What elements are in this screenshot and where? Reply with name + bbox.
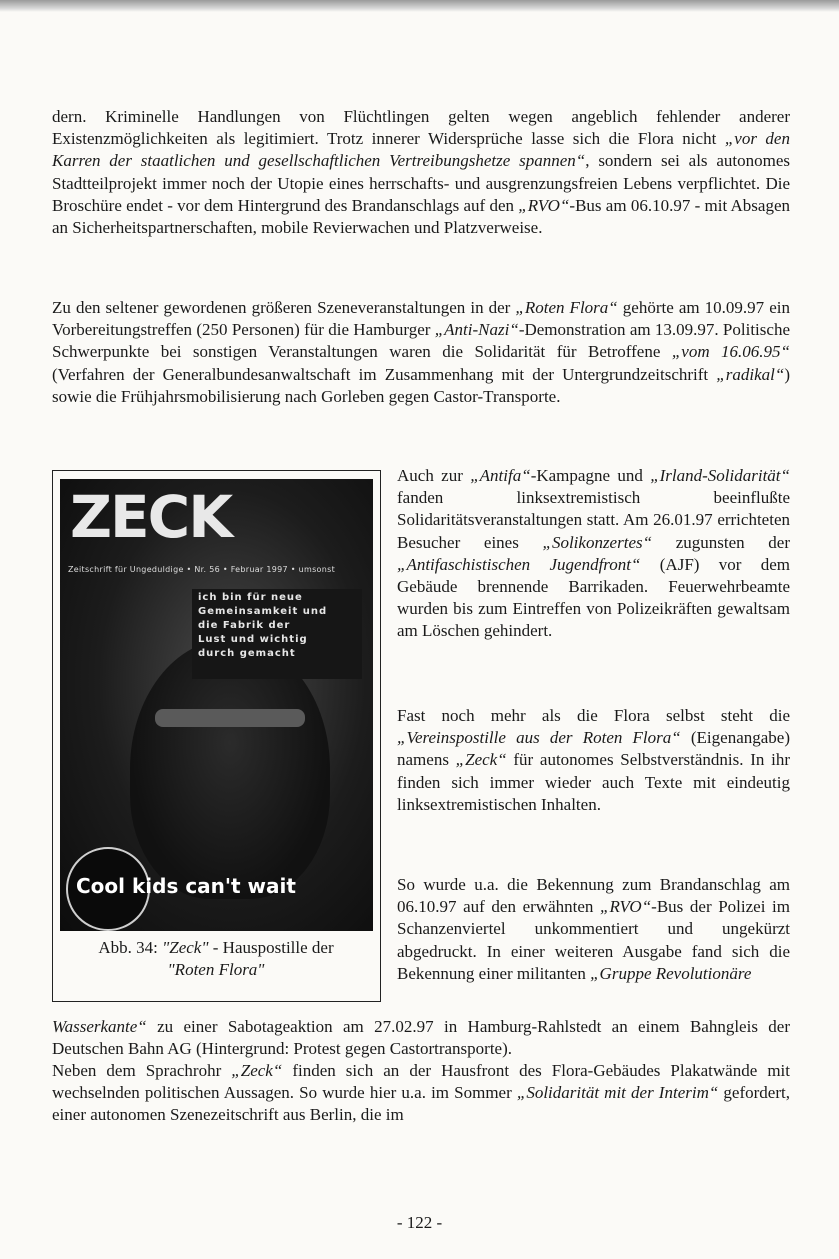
cover-headline-box (192, 589, 362, 679)
headline-line: Gemeinsamkeit und (198, 606, 328, 617)
cool-kids-slogan: Cool kids can't wait (76, 874, 296, 898)
page-number: - 122 - (396, 1213, 443, 1232)
mask-eye-slit (155, 709, 305, 727)
paragraph-2: Zu den seltener gewordenen größeren Szeneveranstaltungen in der „Roten Flora“ gehörte am 10.09.97 ein Vorbereitungstreffen (250 Personen) für die Hamburger „Anti-Nazi“-Demonstration am 13.09.97. Politische Schwerpunkte bei sonstigen Veranstaltungen waren die Solidarität für Betroffene „vom 16.06.95“ (Verfahren der Generalbundesanwaltschaft im Zusammenhang mit der Untergrundzeitschrift „radikal“) sowie die Frühjahrsmobilisierung nach Gorleben gegen Castor-Transporte. (52, 298, 790, 406)
paragraph-1: dern. Kriminelle Handlungen von Flüchtlingen gelten wegen angeblich fehlender anderer Existenzmöglichkeiten als legitimiert. Trotz innerer Widersprüche lasse sich die Flora nicht „vor den Karren der staatlichen und gesellschaftlichen Vertreibungshetze spannen“, sondern sei als autonomes Stadtteilprojekt immer noch der Utopie eines herrschafts- und ausgrenzungsfreien Lebens verpflichtet. Die Broschüre endet - vor dem Hintergrund des Brandanschlags auf den „RVO“-Bus am 06.10.97 - mit Absagen an Sicherheitspartnerschaften, mobile Revierwachen und Platzverweise. (52, 107, 791, 238)
paragraph-5-continued: Wasserkante“ zu einer Sabotageaktion am 27.02.97 in Hamburg-Rahlstedt an einem Bahngleis der Deutschen Bahn AG (Hintergrund: Protest gegen Castortransporte). (52, 1017, 790, 1059)
paragraph-4: Fast noch mehr als die Flora selbst steht die „Vereinspostille aus der Roten Flora“ (Eigenangabe) namens „Zeck“ für autonomes Selbstverständnis. In ihr finden sich immer wieder auch Texte mit eindeutig linksextremistischen Inhalten. (397, 706, 790, 814)
headline-line: durch gemacht (198, 648, 296, 659)
scan-edge (0, 0, 839, 12)
headline-line: ich bin für neue (198, 592, 303, 603)
paragraph-5: So wurde u.a. die Bekennung zum Brandanschlag am 06.10.97 auf den erwähnten „RVO“-Bus der Polizei im Schanzenviertel unkommentiert und ungekürzt abgedruckt. In einer weiteren Ausgabe fand sich die Bekennung einer militanten „Gruppe Revolutionäre (397, 875, 790, 983)
paragraph-3: Auch zur „Antifa“-Kampagne und „Irland-Solidarität“ fanden linksextremistisch beeinflußte Solidaritätsveranstaltungen statt. Am 26.01.97 errichteten Besucher eines „Solikonzertes“ zugunsten der „Antifaschistischen Jugendfront“ (AJF) vor dem Gebäude brennende Barrikaden. Feuerwehrbeamte wurden bis zum Eintreffen von Polizeikräften gewaltsam am Löschen gehindert. (397, 466, 791, 641)
zeck-logo: ZECK (70, 483, 232, 551)
figure-zeck-cover (52, 470, 381, 1002)
paragraph-6: Neben dem Sprachrohr „Zeck“ finden sich an der Hausfront des Flora-Gebäudes Plakatwände mit wechselnden politischen Aussagen. So wurde hier u.a. im Sommer „Solidarität mit der Interim“ gefordert, einer autonomen Szenezeitschrift aus Berlin, die im (52, 1061, 790, 1125)
cover-subtitle-line: Zeitschrift für Ungeduldige • Nr. 56 • Februar 1997 • umsonst (68, 565, 336, 574)
figure-caption: Abb. 34: "Zeck" - Hauspostille der "Roten Flora" (98, 938, 334, 979)
headline-line: Lust und wichtig (198, 634, 308, 645)
headline-line: die Fabrik der (198, 620, 291, 631)
magazine-cover-image (60, 479, 373, 931)
